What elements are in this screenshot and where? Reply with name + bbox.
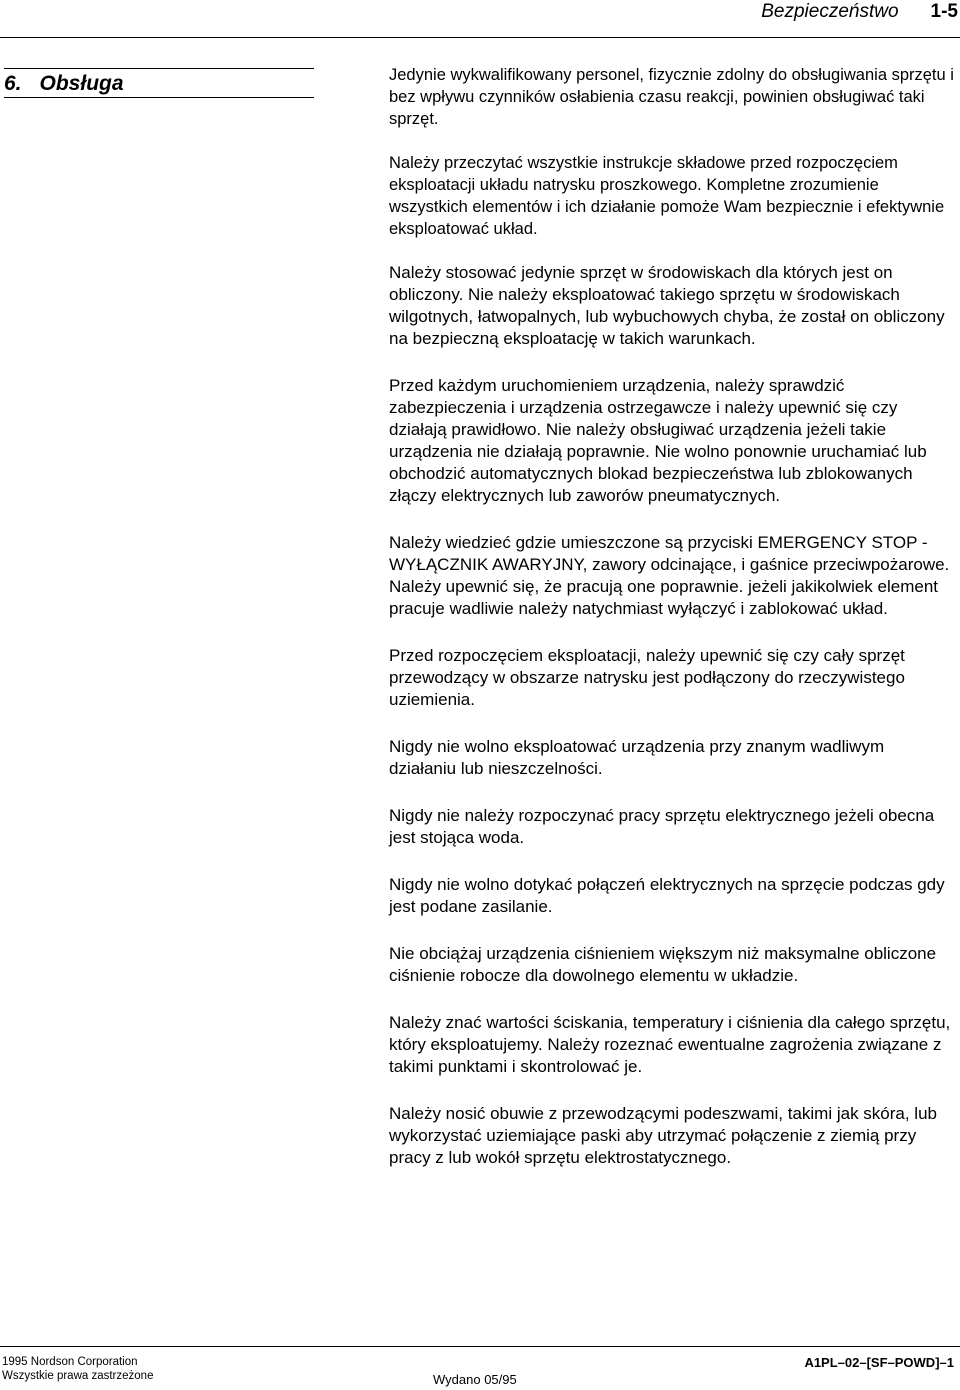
footer-divider <box>0 1346 960 1347</box>
paragraph-read-instructions: Należy przeczytać wszystkie instrukcje składowe przed rozpoczęciem eksploatacji układu natrysku proszkowego. Kompletne zrozumienie wszystkich elementów i ich działanie pomoże Wam bezpiecznie i efektywnie eksploatować układ. <box>389 154 945 238</box>
paragraph-max-pressure: Nie obciążaj urządzenia ciśnieniem większym niż maksymalne obliczone ciśnienie robocze dla dowolnego elementu w układzie. <box>389 944 937 985</box>
paragraph-grounding: Przed rozpoczęciem eksploatacji, należy upewnić się czy cały sprzęt przewodzący w obszarze natrysku jest podłączony do rzeczywistego uziemienia. <box>389 646 905 709</box>
body-text <box>389 64 955 1194</box>
section-number: 6. <box>4 72 22 95</box>
section-heading <box>4 68 314 98</box>
paragraph-malfunction: Nigdy nie wolno eksploatować urządzenia przy znanym wadliwym działaniu lub nieszczelności. <box>389 737 885 778</box>
chapter-title: Bezpieczeństwo <box>761 1 899 22</box>
paragraph-conductive-footwear: Należy nosić obuwie z przewodzącymi podeszwami, takimi jak skóra, lub wykorzystać uziemiające paski aby utrzymać połączenie z ziemią przy pracy z lub wokół sprzętu elektrostatycznego. <box>389 1104 937 1167</box>
section-bottom-rule <box>4 97 314 98</box>
paragraph-standing-water: Nigdy nie należy rozpoczynać pracy sprzętu elektrycznego jeżeli obecna jest stojąca woda. <box>389 806 935 847</box>
header-divider <box>0 37 960 38</box>
rights-line: Wszystkie prawa zastrzeżone <box>2 1370 154 1382</box>
footer-edition: Wydano 05/95 <box>433 1372 517 1387</box>
footer-doc-code: A1PL–02–[SF–POWD]–1 <box>804 1355 954 1370</box>
paragraph-emergency-stop: Należy wiedzieć gdzie umieszczone są przyciski EMERGENCY STOP - WYŁĄCZNIK AWARYJNY, zawory odcinające, i gaśnice przeciwpożarowe. Należy upewnić się, że pracują one poprawnie. jeżeli jakikolwiek element pracuje wadliwie należy natychmiast wyłączyć i zablokować układ. <box>389 533 950 618</box>
paragraph-live-connections: Nigdy nie wolno dotykać połączeń elektrycznych na sprzęcie podczas gdy jest podane zasilanie. <box>389 875 945 916</box>
paragraph-qualified-personnel: Jedynie wykwalifikowany personel, fizycznie zdolny do obsługiwania sprzętu i bez wpływu czynników osłabienia czasu reakcji, powinien obsługiwać taki sprzęt. <box>389 66 954 128</box>
paragraph-know-values: Należy znać wartości ściskania, temperatury i ciśnienia dla całego sprzętu, który eksploatujemy. Należy rozeznać ewentualne zagrożenia związane z takimi punktami i skontrolować je. <box>389 1013 951 1076</box>
page-header <box>761 0 960 24</box>
paragraph-environments: Należy stosować jedynie sprzęt w środowiskach dla których jest on obliczony. Nie należy eksploatować takiego sprzętu w środowiskach wilgotnych, łatwopalnych, lub wybuchowych chyba, że został on obliczony na bezpieczną eksploatację w takich warunkach. <box>389 263 945 348</box>
footer-copyright <box>2 1355 153 1383</box>
section-title: Obsługa <box>39 72 124 95</box>
copyright-line: 1995 Nordson Corporation <box>2 1356 138 1368</box>
paragraph-safety-checks: Przed każdym uruchomieniem urządzenia, należy sprawdzić zabezpieczenia i urządzenia ostrzegawcze i należy upewnić się czy działają prawidłowo. Nie należy obsługiwać urządzenia jeżeli takie urządzenia nie działają poprawnie. Nie wolno ponownie uruchamiać lub obchodzić automatycznych blokad bezpieczeństwa lub zblokowanych złączy elektrycznych lub zaworów pneumatycznych. <box>389 376 927 505</box>
page-number: 1-5 <box>930 1 958 22</box>
